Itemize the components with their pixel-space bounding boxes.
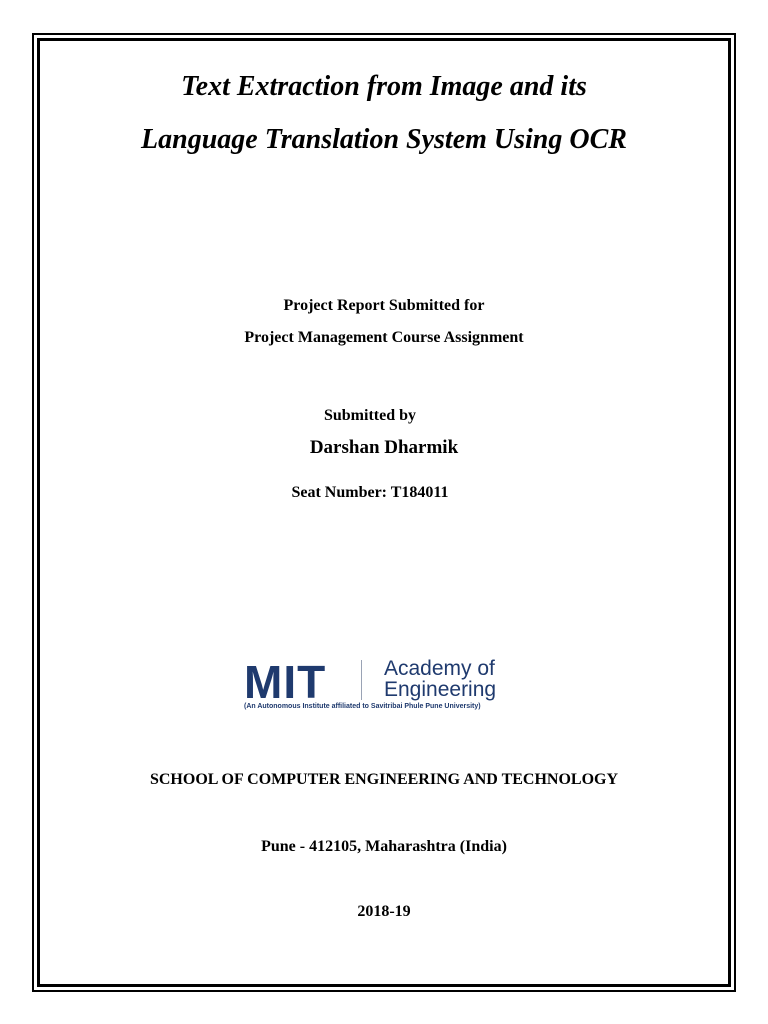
school-name: SCHOOL OF COMPUTER ENGINEERING AND TECHNOLOGY: [149, 771, 619, 788]
logo-academy-text: Academy of: [384, 657, 495, 680]
submission-line-2: Project Management Course Assignment: [244, 329, 524, 346]
logo-tagline: (An Autonomous Institute affiliated to Savitribai Phule Pune University): [244, 703, 481, 710]
submission-line-1: Project Report Submitted for: [283, 297, 485, 314]
author-name: Darshan Dharmik: [309, 437, 459, 458]
institution-logo: [244, 658, 524, 714]
academic-year: 2018-19: [357, 903, 411, 920]
logo-mit-mark: MIT: [244, 656, 327, 708]
logo-divider: [361, 660, 362, 700]
report-title-line-1: Text Extraction from Image and its: [181, 71, 587, 102]
seat-number: Seat Number: T184011: [291, 484, 449, 501]
report-title-line-2: Language Translation System Using OCR: [141, 124, 627, 155]
submitted-by-label: Submitted by: [323, 407, 417, 424]
location: Pune - 412105, Maharashtra (India): [261, 838, 507, 855]
logo-engineering-text: Engineering: [384, 678, 497, 701]
